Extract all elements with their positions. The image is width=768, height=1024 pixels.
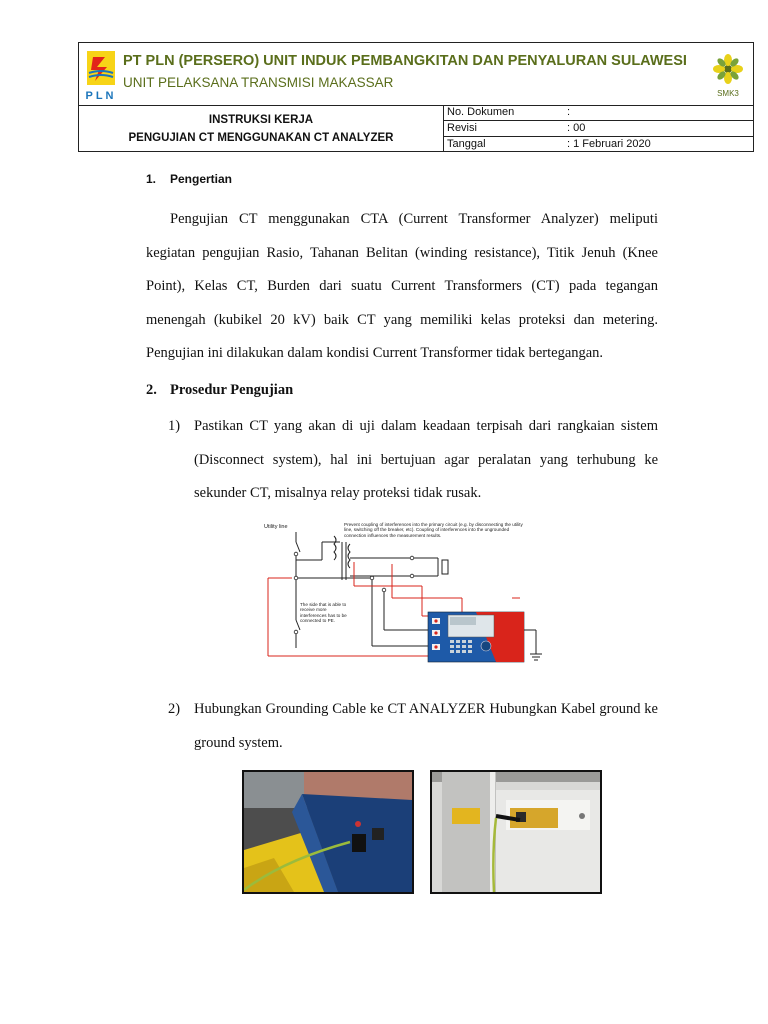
section-number: 2. xyxy=(146,382,157,398)
diagram-note-top: Prevent coupling of interferences into the primary circuit (e.g. by disconnecting the utility line, switching off the breaker, etc). Coupling of interferences into the ungrounded connection influences the measurement results. xyxy=(344,522,523,538)
utility-line-label: Utility line xyxy=(264,524,288,530)
meta-value: : xyxy=(567,106,571,118)
meta-row xyxy=(443,121,753,137)
pln-logo-text: PLN xyxy=(85,90,117,101)
photo-ground-system-connection xyxy=(430,770,602,894)
section-title: Prosedur Pengujian xyxy=(170,382,294,398)
document-title: PENGUJIAN CT MENGGUNAKAN CT ANALYZER xyxy=(128,132,394,144)
document-title-box xyxy=(79,105,444,151)
header-company-row xyxy=(79,43,753,106)
step-number: 1) xyxy=(168,418,181,434)
header-document-row xyxy=(79,105,753,151)
meta-value: : 00 xyxy=(567,122,586,134)
meta-label: Revisi xyxy=(447,122,477,134)
smk3-logo-icon xyxy=(709,51,747,99)
smk3-logo-text: SMK3 xyxy=(717,89,739,98)
ct-analyzer-device xyxy=(428,612,524,662)
ct-wiring-diagram xyxy=(262,520,552,668)
procedure-step xyxy=(168,693,658,760)
meta-row xyxy=(443,105,753,121)
meta-row xyxy=(443,137,753,152)
step-number: 2) xyxy=(168,701,181,717)
step-text: Hubungkan Grounding Cable ke CT ANALYZER Hubungkan Kabel ground ke ground system. xyxy=(194,701,658,751)
company-name: PT PLN (PERSERO) UNIT INDUK PEMBANGKITAN DAN PENYALURAN SULAWESI xyxy=(123,53,687,69)
paragraph-text: Pengujian CT menggunakan CTA (Current Transformer Analyzer) meliputi kegiatan pengujian Rasio, Tahanan Belitan (winding resistance), Titik Jenuh (Knee Point), Kelas CT, Burden dari suatu Current Transformers (CT) pada tegangan menengah (kubikel 20 kV) baik CT yang memiliki kelas proteksi dan metering. Pengujian ini dilakukan dalam kondisi Current Transformer tidak bertegangan. xyxy=(146,211,658,361)
section-number: 1. xyxy=(146,172,157,186)
section-heading xyxy=(146,382,293,399)
procedure-step xyxy=(168,410,658,511)
pln-logo-icon xyxy=(83,49,119,101)
body-paragraph xyxy=(146,203,658,371)
document-header xyxy=(78,42,754,152)
section-heading xyxy=(146,172,232,186)
diagram-note-side: The side that is able to receive more interferences has to be connected to PE. xyxy=(300,602,347,624)
meta-value: : 1 Februari 2020 xyxy=(567,138,651,150)
section-title: Pengertian xyxy=(170,172,233,186)
photo-ct-analyzer-ground-cable xyxy=(242,770,414,894)
meta-label: Tanggal xyxy=(447,138,486,150)
step-text: Pastikan CT yang akan di uji dalam keadaan terpisah dari rangkaian sistem (Disconnect system), hal ini bertujuan agar peralatan yang terhubung ke sekunder CT, misalnya relay proteksi tidak rusak. xyxy=(194,418,658,501)
document-meta-table xyxy=(443,105,753,151)
unit-name: UNIT PELAKSANA TRANSMISI MAKASSAR xyxy=(123,75,394,90)
meta-label: No. Dokumen xyxy=(447,106,515,118)
document-type: INSTRUKSI KERJA xyxy=(208,114,314,126)
